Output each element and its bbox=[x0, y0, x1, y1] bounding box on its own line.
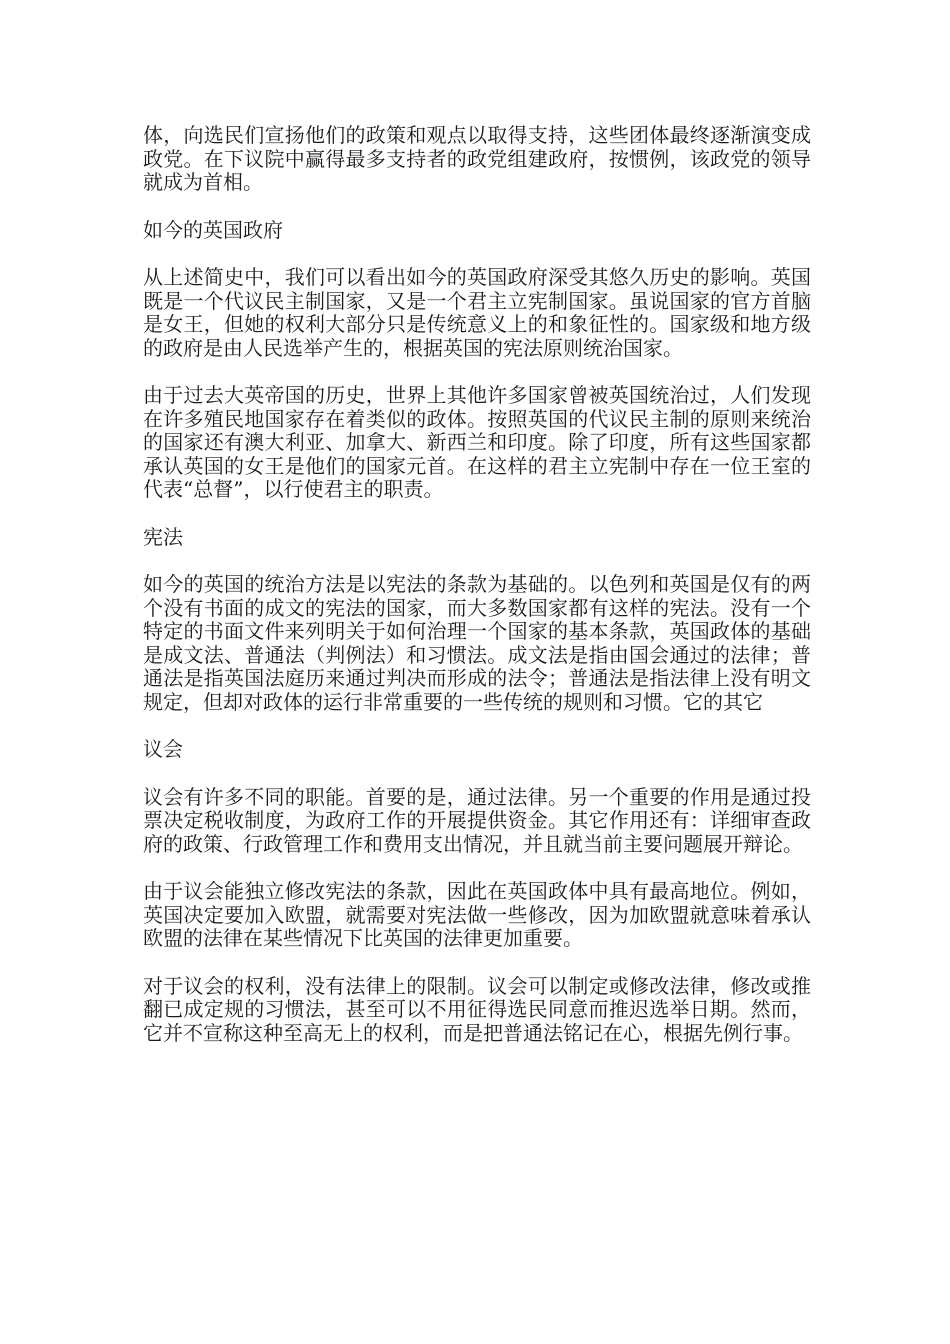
paragraph-parliament-supremacy: 由于议会能独立修改宪法的条款，因此在英国政体中具有最高地位。例如，英国决定要加入欧盟，就需要对宪法做一些修改，因为加欧盟就意味着承认欧盟的法律在某些情况下比英国的法律更加重要。 bbox=[143, 879, 811, 950]
paragraph-parliament-powers: 对于议会的权利，没有法律上的限制。议会可以制定或修改法律，修改或推翻已成定规的习惯法，甚至可以不用征得选民同意而推迟选举日期。然而，它并不宣称这种至高无上的权利，而是把普通法铭记在心，根据先例行事。 bbox=[143, 973, 811, 1045]
heading-constitution: 宪法 bbox=[143, 524, 183, 549]
heading-modern-government: 如今的英国政府 bbox=[143, 217, 283, 242]
paragraph-party-origin: 体，向选民们宣扬他们的政策和观点以取得支持，这些团体最终逐渐演变成政党。在下议院中赢得最多支持者的政党组建政府，按惯例，该政党的领导就成为首相。 bbox=[143, 123, 811, 194]
paragraph-constitution: 如今的英国的统治方法是以宪法的条款为基础的。以色列和英国是仅有的两个没有书面的成文的宪法的国家，而大多数国家都有这样的宪法。没有一个特定的书面文件来列明关于如何治理一个国家的基本条款，英国政体的基础是成文法、普通法（判例法）和习惯法。成文法是指由国会通过的法律；普通法是指英国法庭历来通过判决而形成的法令；普通法是指法律上没有明文规定，但却对政体的运行非常重要的一些传统的规则和习惯。它的其它 bbox=[143, 572, 811, 714]
paragraph-modern-government: 从上述简史中，我们可以看出如今的英国政府深受其悠久历史的影响。英国既是一个代议民主制国家，又是一个君主立宪制国家。虽说国家的官方首脑是女王，但她的权利大部分只是传统意义上的和象征性的。国家级和地方级的政府是由人民选举产生的，根据英国的宪法原则统治国家。 bbox=[143, 265, 811, 360]
paragraph-parliament-functions: 议会有许多不同的职能。首要的是，通过法律。另一个重要的作用是通过投票决定税收制度，为政府工作的开展提供资金。其它作用还有：详细审查政府的政策、行政管理工作和费用支出情况，并且就当前主要问题展开辩论。 bbox=[143, 784, 811, 856]
document-body bbox=[143, 124, 811, 1069]
heading-parliament: 议会 bbox=[143, 737, 183, 761]
paragraph-colonial-history: 由于过去大英帝国的历史，世界上其他许多国家曾被英国统治过，人们发现在许多殖民地国家存在着类似的政体。按照英国的代议民主制的原则来统治的国家还有澳大利亚、加拿大、新西兰和印度。除了印度，所有这些国家都承认英国的女王是他们的国家元首。在这样的君主立宪制中存在一位王室的代表“总督”，以行使君主的职责。 bbox=[143, 383, 811, 501]
